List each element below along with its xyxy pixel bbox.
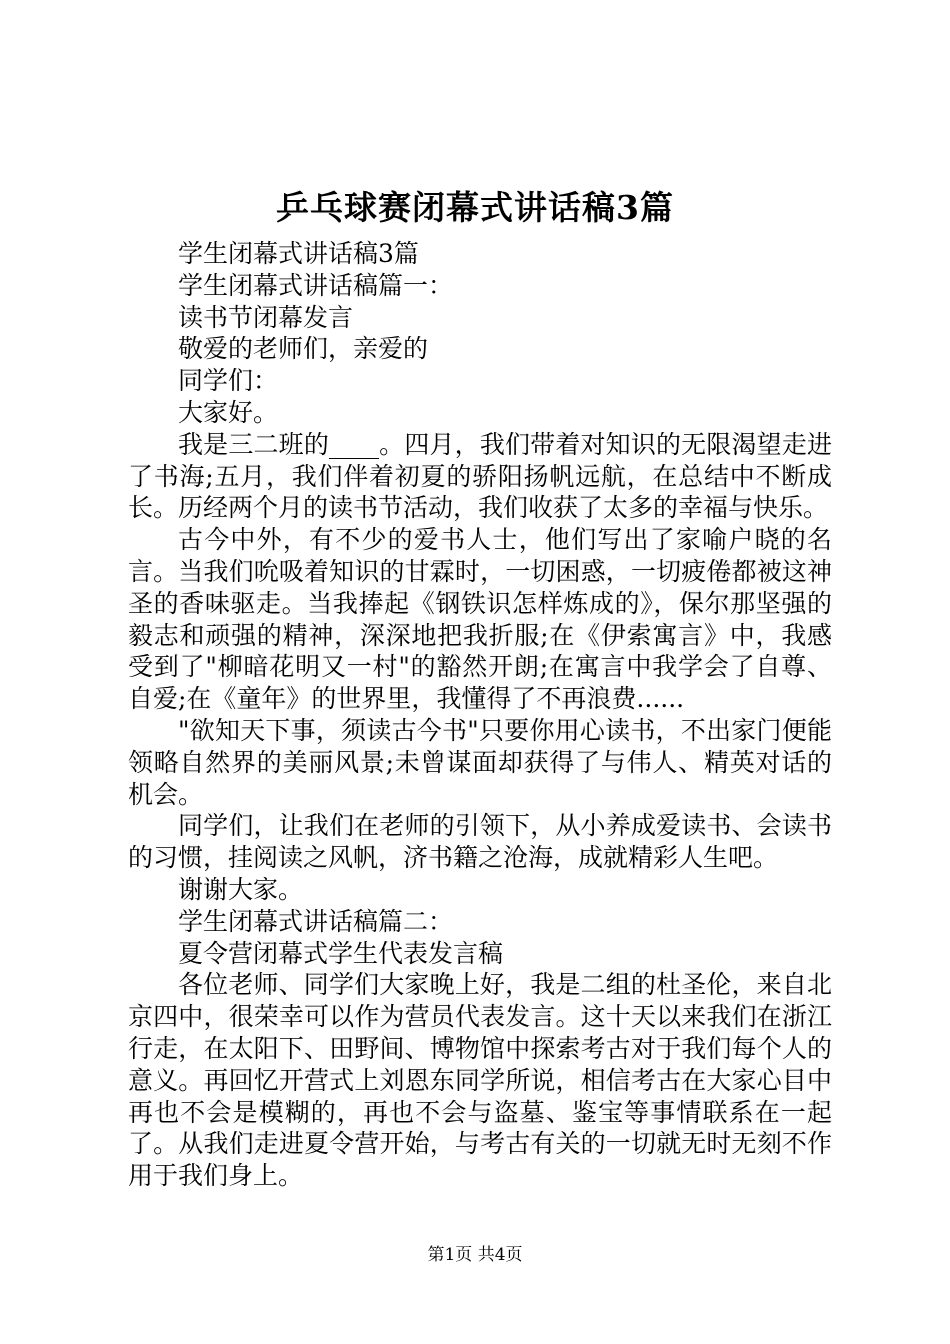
- paragraph-speech-title: 读书节闭幕发言: [178, 302, 354, 332]
- paragraph-camp-speech-body: 各位老师、同学们大家晚上好，我是二组的杜圣伦，来自北京四中，很荣幸可以作为营员代表发言。这十天以来我们在浙江行走，在太阳下、田野间、博物馆中探索考古对于我们每个人的意义。再回忆开营式上刘恩东同学所说，相信考古在大家心目中再也不会是模糊的，再也不会与盗墓、鉴宝等事情联系在一起了。从我们走进夏令营开始，与考古有关的一切就无时无刻不作用于我们身上。: [128, 970, 832, 1191]
- paragraph-salutation-teachers: 敬爱的老师们，亲爱的: [178, 334, 429, 364]
- document-title: 乒乓球赛闭幕式讲话稿3篇: [276, 188, 674, 227]
- paragraph-call-to-action: 同学们，让我们在老师的引领下，从小养成爱读书、会读书的习惯，挂阅读之风帆，济书籍之沧海，成就精彩人生吧。: [128, 811, 832, 873]
- paragraph-salutation-students: 同学们：: [178, 366, 279, 396]
- paragraph-greeting: 大家好。: [178, 397, 279, 427]
- paragraph-subtitle: 学生闭幕式讲话稿3篇: [178, 239, 419, 268]
- paragraph-quote: "欲知天下事，须读古今书"只要你用心读书，不出家门便能领略自然界的美丽风景;未曾谋面却获得了与伟人、精英对话的机会。: [128, 715, 832, 809]
- paragraph-camp-speech-title: 夏令营闭幕式学生代表发言稿: [178, 938, 504, 968]
- paragraph-introduction: 我是三二班的____。四月，我们带着对知识的无限渴望走进了书海;五月，我们伴着初夏的骄阳扬帆远航，在总结中不断成长。历经两个月的读书节活动，我们收获了太多的幸福与快乐。: [128, 429, 832, 523]
- document-body: [128, 238, 832, 1192]
- paragraph-section-two-heading: 学生闭幕式讲话稿篇二：: [178, 906, 454, 936]
- paragraph-section-one-heading: 学生闭幕式讲话稿篇一：: [178, 270, 454, 300]
- paragraph-reading-books: 古今中外，有不少的爱书人士，他们写出了家喻户晓的名言。当我们吮吸着知识的甘霖时，一切困惑，一切疲倦都被这神圣的香味驱走。当我捧起《钢铁识怎样炼成的》，保尔那坚强的毅志和顽强的精神，深深地把我折服;在《伊索寓言》中，我感受到了"柳暗花明又一村"的豁然开朗;在寓言中我学会了自尊、自爱;在《童年》的世界里，我懂得了不再浪费......: [128, 525, 832, 714]
- page-number-footer: 第1页 共4页: [427, 1245, 523, 1265]
- paragraph-thanks: 谢谢大家。: [178, 874, 304, 904]
